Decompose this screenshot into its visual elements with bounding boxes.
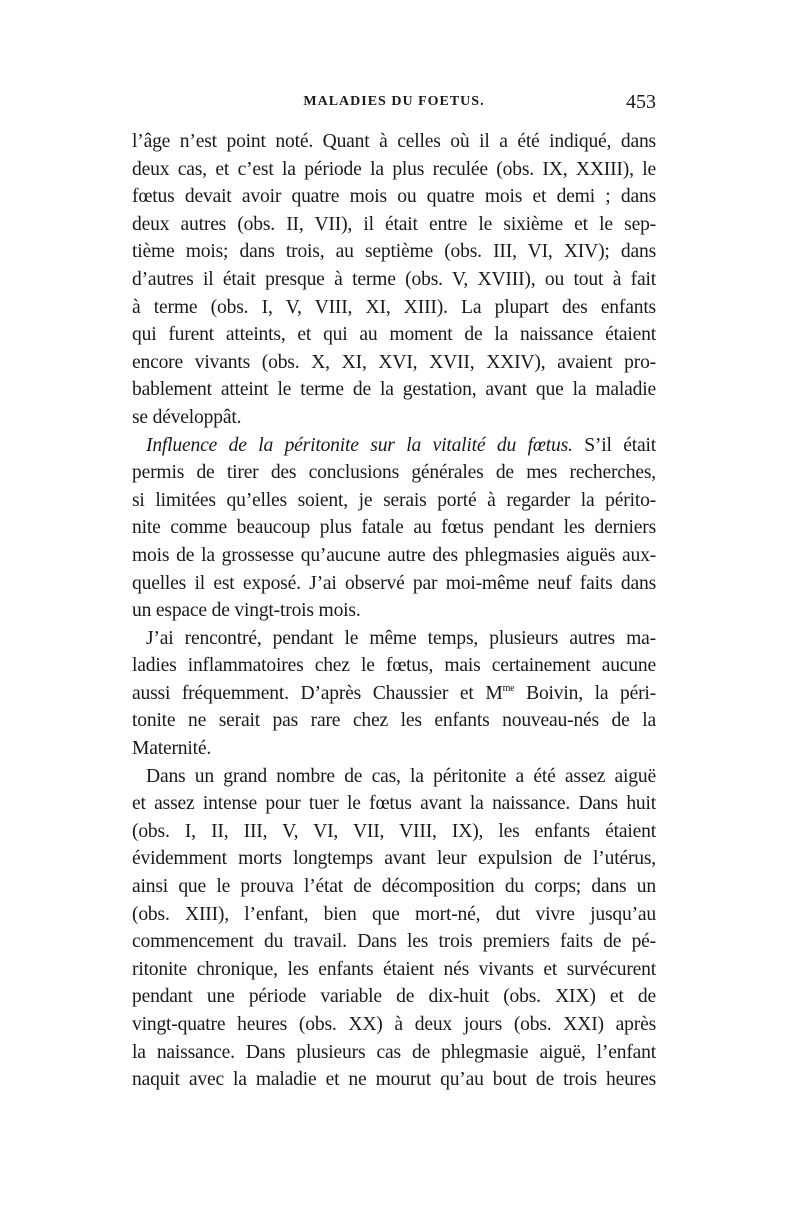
superscript-abbrev: me: [502, 682, 515, 694]
text-line: Dans un grand nombre de cas, la péritonite a été assez aiguë: [146, 765, 656, 787]
text-fragment: aussi fréquemment. D’après Chaussier et M: [132, 682, 503, 704]
text-line: ladies inflammatoires chez le fœtus, mais certainement aucune: [132, 655, 656, 677]
text-fragment: Boivin, la péri-: [514, 682, 657, 704]
text-line: quelles il est exposé. J’ai observé par moi-même neuf faits dans: [132, 572, 656, 594]
text-line: tonite ne serait pas rare chez les enfants nouveau-nés de la: [132, 710, 656, 732]
page-header: [132, 91, 656, 120]
text-line: d’autres il était presque à terme (obs. V, XVIII), ou tout à fait: [132, 268, 656, 290]
text-line: la naissance. Dans plusieurs cas de phlegmasie aiguë, l’enfant: [132, 1041, 656, 1063]
text-line: se développât.: [132, 406, 242, 428]
text-line: commencement du travail. Dans les trois premiers faits de pé-: [132, 931, 656, 953]
text-line: si limitées qu’elles soient, je serais porté à regarder la périto-: [132, 489, 656, 511]
section-heading-line: [132, 432, 656, 460]
text-line: bablement atteint le terme de la gestation, avant que la maladie: [132, 379, 656, 401]
text-line: un espace de vingt-trois mois.: [132, 600, 361, 622]
page-number: 453: [626, 91, 656, 113]
text-line: nite comme beaucoup plus fatale au fœtus pendant les derniers: [132, 517, 656, 539]
text-line: J’ai rencontré, pendant le même temps, plusieurs autres ma-: [146, 627, 656, 649]
text-line: [132, 680, 656, 708]
text-line: deux cas, et c’est la période la plus reculée (obs. IX, XXIII), le: [132, 158, 656, 180]
text-line: à terme (obs. I, V, VIII, XI, XIII). La plupart des enfants: [132, 296, 656, 318]
running-title: MALADIES DU FOETUS.: [303, 94, 485, 109]
text-line: ainsi que le prouva l’état de décomposition du corps; dans un: [132, 876, 656, 898]
text-line: (obs. I, II, III, V, VI, VII, VIII, IX), les enfants étaient: [132, 820, 656, 842]
text-line: vingt-quatre heures (obs. XX) à deux jours (obs. XXI) après: [132, 1014, 656, 1035]
text-line: et assez intense pour tuer le fœtus avant la naissance. Dans huit: [132, 793, 656, 815]
text-line: tième mois; dans trois, au septième (obs. III, VI, XIV); dans: [132, 241, 656, 263]
text-line: (obs. XIII), l’enfant, bien que mort-né, dut vivre jusqu’au: [132, 903, 656, 925]
text-line: Maternité.: [132, 738, 212, 760]
body-text: [132, 128, 656, 1094]
text-line: pendant une période variable de dix-huit (obs. XIX) et de: [132, 986, 656, 1008]
text-line: évidemment morts longtemps avant leur expulsion de l’utérus,: [132, 848, 656, 870]
text-line: l’âge n’est point noté. Quant à celles où il a été indiqué, dans: [132, 131, 656, 152]
text-line: naquit avec la maladie et ne mourut qu’au bout de trois heures: [132, 1069, 656, 1091]
text-line: qui furent atteints, et qui au moment de la naissance étaient: [132, 324, 656, 346]
text-line: fœtus devait avoir quatre mois ou quatre mois et demi ; dans: [132, 186, 656, 208]
text-fragment: S’il était: [572, 434, 656, 456]
section-heading: Influence de la péritonite sur la vitalité du fœtus.: [146, 434, 573, 456]
text-line: mois de la grossesse qu’aucune autre des phlegmasies aiguës aux-: [132, 544, 656, 566]
text-line: permis de tirer des conclusions générales de mes recherches,: [132, 462, 656, 484]
text-line: encore vivants (obs. X, XI, XVI, XVII, XXIV), avaient pro-: [132, 351, 656, 373]
text-line: ritonite chronique, les enfants étaient nés vivants et survécurent: [132, 958, 656, 980]
text-line: deux autres (obs. II, VII), il était entre le sixième et le sep-: [132, 213, 656, 235]
